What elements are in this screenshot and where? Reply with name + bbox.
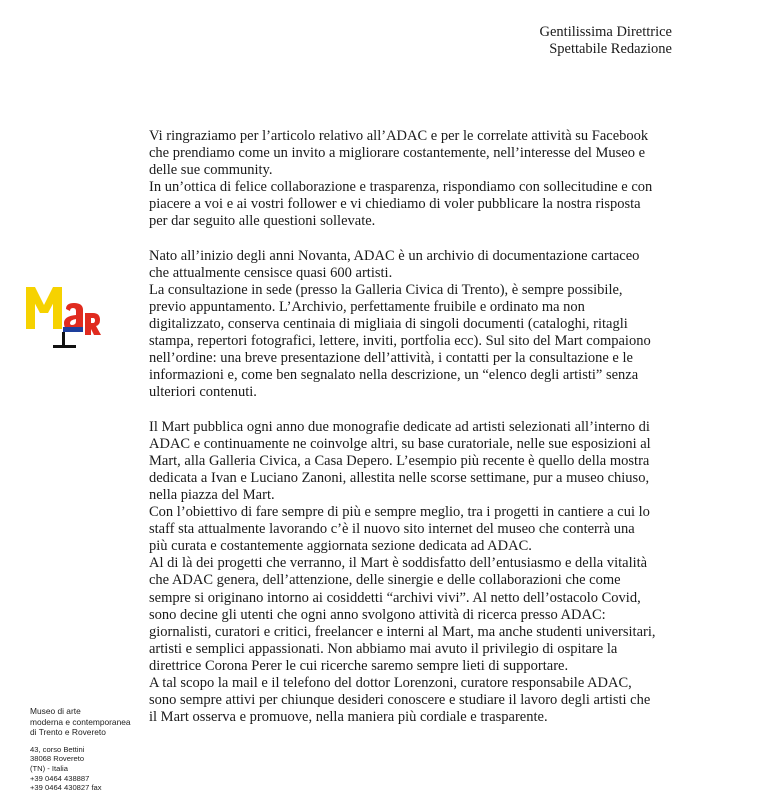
paragraph: [149, 419, 694, 727]
text-line: direttrice Corona Perer le cui ricerche saremo sempre lieti di supportare.: [149, 657, 569, 674]
text-line: giornalisti, curatori e critici, freelancer e interni al Mart, ma anche studenti universitari,: [149, 623, 656, 640]
fax-line: +39 0464 430827 fax: [30, 783, 102, 793]
text-line: nella piazza del Mart.: [149, 486, 275, 503]
mart-logo: [26, 287, 101, 349]
text-line: per dar seguito alle questioni sollevate.: [149, 213, 376, 230]
addressee-line-2: Spettabile Redazione: [549, 41, 672, 57]
text-line: delle sue community.: [149, 162, 273, 179]
text-line: che prendiamo come un invito a migliorare costantemente, nell’interesse del Museo e: [149, 145, 646, 162]
text-line: sono decine gli utenti che ogni anno svolgono attività di ricerca presso ADAC:: [149, 606, 606, 623]
museum-info: [30, 706, 131, 793]
text-line: stampa, repertori fotografici, lettere, inviti, portfolia ecc). Sul sito del Mart compaiono: [149, 333, 651, 350]
text-line: che ADAC genera, dell’attenzione, delle sinergie e delle collaborazioni che come: [149, 572, 621, 589]
text-line: sono sempre attivi per chiunque desideri conoscere e studiare il lavoro degli artisti che: [149, 692, 651, 709]
text-line: informazioni e, come ben segnalato nella descrizione, un “elenco degli artisti” senza: [149, 367, 639, 384]
paragraph: [149, 128, 694, 231]
text-line: Al di là dei progetti che verranno, il Mart è soddisfatto dell’entusiasmo e della vitalità: [149, 555, 648, 572]
text-line: sempre si originano intorno ai cosiddetti “archivi vivi”. Al netto dell’ostacolo Covid,: [149, 589, 641, 606]
text-line: staff sta attualmente lavorando c’è il nuovo sito internet del museo che conterrà una: [149, 521, 635, 538]
museum-address: [30, 745, 131, 793]
text-line: Con l’obiettivo di fare sempre di più e sempre meglio, tra i progetti in cantiere a cui lo: [149, 504, 650, 521]
text-line: Mart, alla Galleria Civica, a Casa Depero. L’esempio più recente è quello della mostra: [149, 452, 650, 469]
text-line: digitalizzato, conserva centinaia di migliaia di singoli documenti (cataloghi, ritagli: [149, 316, 628, 333]
logo-letter-m: [26, 287, 62, 329]
museum-name: [30, 706, 131, 738]
logo-blue-accent: [63, 327, 83, 332]
text-line: artisti e semplici appassionati. Non abbiamo mai avuto il privilegio di ospitare la: [149, 640, 618, 657]
address-line: 43, corso Bettini: [30, 744, 85, 754]
museum-name-line: moderna e contemporanea: [30, 716, 131, 727]
text-line: piacere a voi e ai vostri follower e vi chiediamo di voler pubblicare la nostra risposta: [149, 196, 641, 213]
text-line: previo appuntamento. L’Archivio, perfettamente fruibile e ordinato ma non: [149, 298, 585, 315]
text-line: il Mart osserva e promuove, nella maniera più cordiale e trasparente.: [149, 709, 548, 726]
logo-letter-t: [53, 332, 76, 348]
paragraph: [149, 248, 694, 402]
logo-letter-a: [64, 303, 83, 330]
address-line: 38068 Rovereto: [30, 754, 85, 764]
museum-name-line: di Trento e Rovereto: [30, 727, 106, 738]
address-line: (TN) - Italia: [30, 763, 68, 773]
museum-name-line: Museo di arte: [30, 706, 81, 716]
text-line: che attualmente censisce quasi 600 artisti.: [149, 264, 393, 281]
addressee-line-1: Gentilissima Direttrice: [539, 24, 672, 40]
text-line: Vi ringraziamo per l’articolo relativo all’ADAC e per le correlate attività su Facebook: [149, 128, 649, 144]
paragraph-gap: [149, 402, 694, 419]
text-line: Nato all’inizio degli anni Novanta, ADAC è un archivio di documentazione cartaceo: [149, 247, 640, 264]
text-line: più curata e costantemente aggiornata sezione dedicata ad ADAC.: [149, 538, 532, 555]
letter-body: [149, 128, 694, 726]
phone-line: +39 0464 438887: [30, 773, 90, 783]
text-line: A tal scopo la mail e il telefono del dottor Lorenzoni, curatore responsabile ADAC,: [149, 675, 632, 691]
text-line: ADAC e continuamente ne coinvolge altri, su base curatoriale, nelle sue esposizioni al: [149, 435, 651, 452]
text-line: In un’ottica di felice collaborazione e trasparenza, rispondiamo con sollecitudine e con: [149, 179, 653, 196]
paragraph-gap: [149, 231, 694, 248]
text-line: dedicata a Ivan e Luciano Zanoni, allestita nelle scorse settimane, pur a museo chiuso,: [149, 469, 650, 486]
text-line: La consultazione in sede (presso la Galleria Civica di Trento), è sempre possibile,: [149, 281, 623, 298]
text-line: nell’ordine: una breve presentazione dell’attività, i contatti per la consultazione e le: [149, 350, 633, 367]
text-line: ulteriori contenuti.: [149, 384, 257, 401]
logo-letter-r: [85, 313, 101, 335]
text-line: Il Mart pubblica ogni anno due monografie dedicate ad artisti selezionati all’interno di: [149, 418, 650, 435]
addressee-block: [540, 24, 672, 58]
